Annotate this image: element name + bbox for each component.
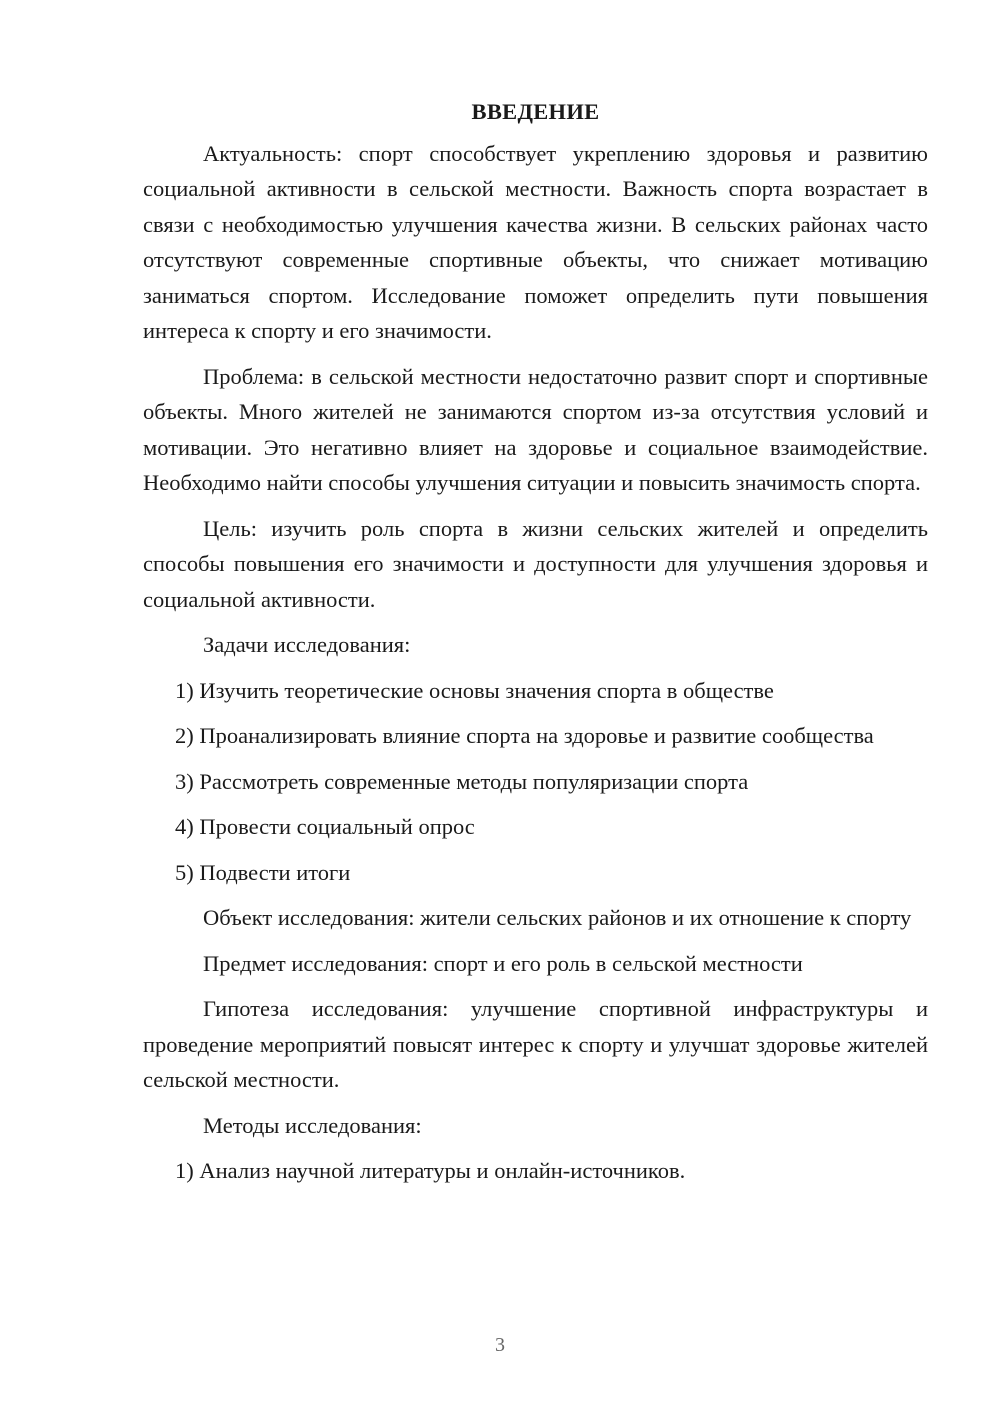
paragraph-object: Объект исследования: жители сельских районов и их отношение к спорту <box>203 905 912 930</box>
tasks-heading: Задачи исследования: <box>203 632 411 657</box>
task-item-2: 2) Проанализировать влияние спорта на здоровье и развитие сообщества <box>175 723 874 748</box>
paragraph-hypothesis: Гипотеза исследования: улучшение спортивной инфраструктуры и проведение мероприятий повысят интерес к спорту и улучшат здоровье жителей сельской местности. <box>143 996 928 1092</box>
paragraph-goal: Цель: изучить роль спорта в жизни сельских жителей и определить способы повышения его значимости и доступности для улучшения здоровья и социальной активности. <box>143 515 928 612</box>
task-item-1: 1) Изучить теоретические основы значения спорта в обществе <box>175 677 774 703</box>
paragraph-relevance: Актуальность: спорт способствует укреплению здоровья и развитию социальной активности в сельской местности. Важность спорта возрастает в связи с необходимостью улучшения качества жизни. В сельских районах часто отсутствуют современные спортивные объекты, что снижает мотивацию заниматься спортом. Исследование поможет определить пути повышения интереса к спорту и его значимости. <box>143 140 928 343</box>
paragraph-subject: Предмет исследования: спорт и его роль в сельской местности <box>203 950 803 976</box>
method-item-1: 1) Анализ научной литературы и онлайн-источников. <box>175 1158 686 1183</box>
methods-heading: Методы исследования: <box>203 1112 422 1138</box>
task-item-3: 3) Рассмотреть современные методы популяризации спорта <box>175 768 749 794</box>
paragraph-problem: Проблема: в сельской местности недостаточно развит спорт и спортивные объекты. Много жителей не занимаются спортом из-за отсутствия условий и мотивации. Это негативно влияет на здоровье и социальное взаимодействие. Необходимо найти способы улучшения ситуации и повысить значимость спорта. <box>143 363 928 495</box>
document-page <box>143 94 928 1199</box>
page-number: 3 <box>495 1334 505 1356</box>
task-item-5: 5) Подвести итоги <box>175 859 351 885</box>
section-title: ВВЕДЕНИЕ <box>471 99 600 124</box>
task-item-4: 4) Провести социальный опрос <box>175 814 475 839</box>
